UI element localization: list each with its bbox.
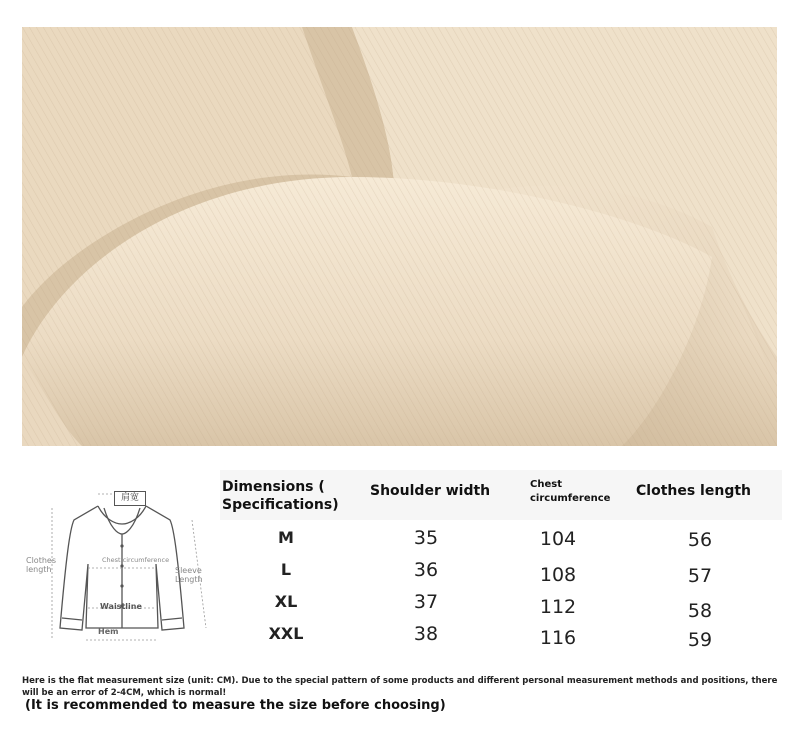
header-shoulder-width: Shoulder width bbox=[370, 483, 491, 499]
size-cell: M bbox=[278, 528, 294, 547]
size-table bbox=[220, 470, 782, 651]
shoulder-cell: 35 bbox=[413, 527, 439, 549]
shoulder-width-tag: 肩宽 bbox=[114, 491, 146, 506]
length-cell: 59 bbox=[687, 629, 713, 651]
size-cell: L bbox=[280, 560, 292, 579]
length-cell: 57 bbox=[687, 565, 713, 587]
size-cell: XL bbox=[274, 592, 298, 611]
header-clothes-length: Clothes length bbox=[636, 483, 751, 499]
chest-cell: 104 bbox=[539, 528, 577, 550]
shirt-measurement-diagram bbox=[22, 468, 212, 648]
size-chart-panel bbox=[10, 460, 782, 651]
chest-circumference-label: Chest circumference bbox=[102, 556, 170, 564]
waistline-label: Waistline bbox=[100, 602, 142, 611]
measurement-note: Here is the flat measurement size (unit: CM). Due to the special pattern of some products and different personal measurement methods and positions, there will be an error of 2-4CM, which is normal! bbox=[22, 676, 778, 698]
shoulder-cell: 38 bbox=[413, 623, 439, 645]
sleeve-length-label: Sleeve Length bbox=[175, 566, 203, 584]
hem-label: Hem bbox=[98, 627, 119, 636]
length-cell: 58 bbox=[687, 600, 713, 622]
header-dimensions: Dimensions ( Specifications) bbox=[222, 479, 339, 513]
fabric-texture-image bbox=[22, 27, 777, 446]
shoulder-cell: 36 bbox=[413, 559, 439, 581]
shoulder-cell: 37 bbox=[413, 591, 439, 613]
fabric-closeup-photo bbox=[22, 27, 777, 446]
recommendation-note: (It is recommended to measure the size before choosing) bbox=[25, 698, 446, 713]
header-chest-circumference: Chest circumference bbox=[530, 479, 611, 504]
clothes-length-label: Clothes length bbox=[26, 556, 56, 574]
chest-cell: 112 bbox=[539, 596, 577, 618]
length-cell: 56 bbox=[687, 529, 713, 551]
chest-cell: 108 bbox=[539, 564, 577, 586]
chest-cell: 116 bbox=[539, 627, 577, 649]
size-cell: XXL bbox=[268, 624, 304, 643]
